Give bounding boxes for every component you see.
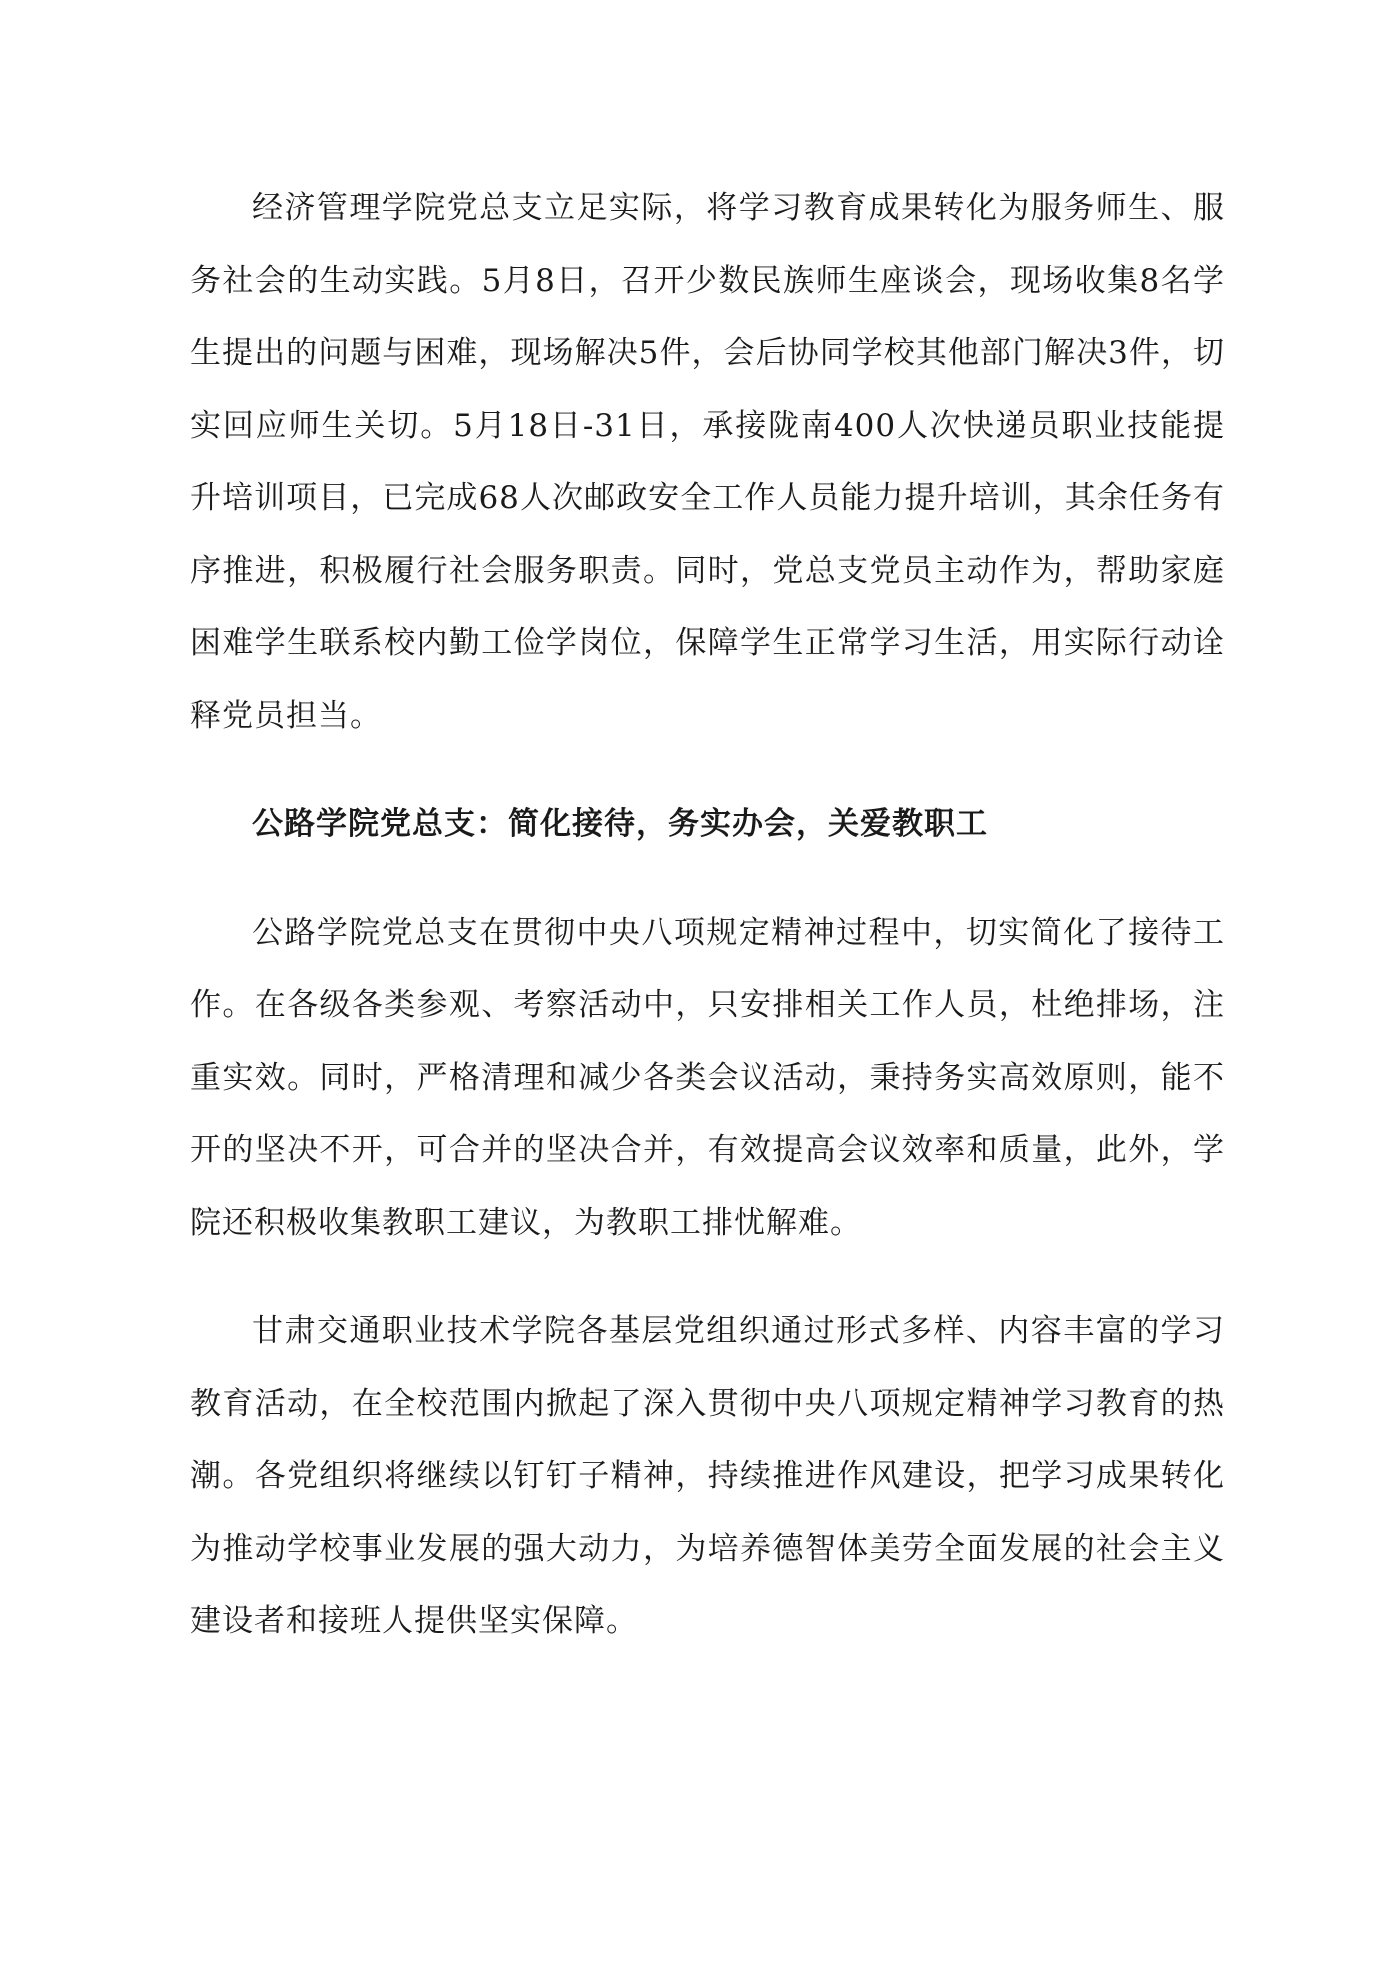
document-body [190, 172, 1225, 1658]
paragraph-gap [190, 752, 1225, 788]
paragraph-economics-management: 经济管理学院党总支立足实际，将学习教育成果转化为服务师生、服务社会的生动实践。5月8日，召开少数民族师生座谈会，现场收集8名学生提出的问题与困难，现场解决5件，会后协同学校其他部门解决3件，切实回应师生关切。5月18日-31日，承接陇南400人次快递员职业技能提升培训项目，已完成68人次邮政安全工作人员能力提升培训，其余任务有序推进，积极履行社会服务职责。同时，党总支党员主动作为，帮助家庭困难学生联系校内勤工俭学岗位，保障学生正常学习生活，用实际行动诠释党员担当。 [190, 190, 1225, 734]
section-heading-highway-college: 公路学院党总支：简化接待，务实办会，关爱教职工 [252, 806, 988, 842]
paragraph-highway-college: 公路学院党总支在贯彻中央八项规定精神过程中，切实简化了接待工作。在各级各类参观、考察活动中，只安排相关工作人员，杜绝排场，注重实效。同时，严格清理和减少各类会议活动，秉持务实高效原则，能不开的坚决不开，可合并的坚决合并，有效提高会议效率和质量，此外，学院还积极收集教职工建议，为教职工排忧解难。 [190, 914, 1225, 1241]
paragraph-gap [190, 1259, 1225, 1295]
paragraph-summary: 甘肃交通职业技术学院各基层党组织通过形式多样、内容丰富的学习教育活动，在全校范围内掀起了深入贯彻中央八项规定精神学习教育的热潮。各党组织将继续以钉钉子精神，持续推进作风建设，把学习成果转化为推动学校事业发展的强大动力，为培养德智体美劳全面发展的社会主义建设者和接班人提供坚实保障。 [190, 1313, 1225, 1639]
paragraph-gap [190, 861, 1225, 897]
